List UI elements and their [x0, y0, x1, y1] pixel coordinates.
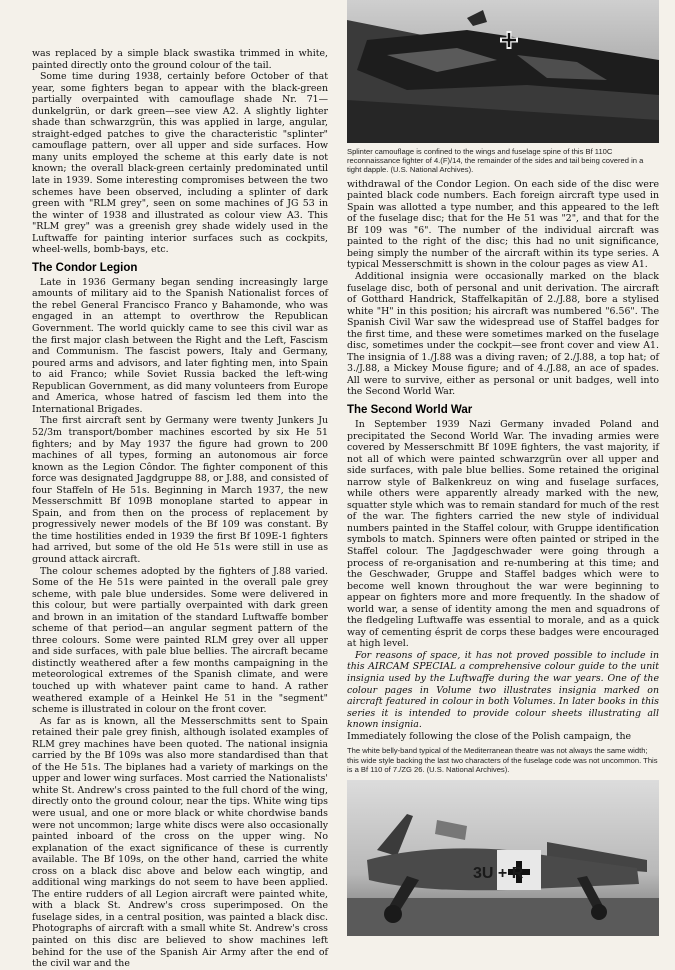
right-column: [347, 0, 659, 936]
italic-note: For reasons of space, it has not proved possible to include in this AIRCAM SPECIAL a comprehensive colour guide to the unit insignia used by the Luftwaffe during the war years. One of the colour pages in Volume two illustrates insignia marked on aircraft featured in colour in both Volumes. In later books in this series it is intended to provide colour sheets illustrating all known insignia.: [347, 649, 659, 731]
section-heading-condor-legion: The Condor Legion: [32, 261, 138, 274]
section-heading-second-world-war: The Second World War: [347, 404, 473, 416]
photo-bf110-belly-band: [347, 780, 659, 936]
aircraft-photo-2: [347, 780, 659, 936]
left-column: [32, 48, 328, 970]
paragraph: In September 1939 Nazi Germany invaded Poland and precipitated the Second World War. The invading armies were covered by Messerschmitt Bf 109E fighters, the vast majority, if not all of which were painted schwarzgrün over all upper and side surfaces, with pale blue bellies. Some retained the original narrow style of Balkenkreuz on wing and fuselage surfaces, while others were apparently already marked with the new, squatter style which was to remain standard for much of the rest of the war. The fighters carried the new style of individual numbers painted in the Staffel colour, with Gruppe identification symbols to match. Spinners were often painted or striped in the Staffel colour. The Jagdgeschwader were going through a process of re-organisation and re-numbering at this time; and the Geschwader, Gruppe and Staffel badges which were to become well known throughout the war were beginning to appear on fighters more and more frequently. In the shadow of world war, a sense of identity among the men and squadrons of the fledgeling Luftwaffe was essential to morale, and as a quick way of cementing ésprit de corps these badges were encouraged at high level.: [347, 419, 659, 650]
paragraph: was replaced by a simple black swastika trimmed in white, painted directly onto the ground colour of the tail.: [32, 48, 328, 71]
photo-caption: Splinter camouflage is confined to the wings and fuselage spine of this Bf 110C reconnaissance fighter of 4.(F)/14, the remainder of the sides and tail being covered in a tight dapple. (U.S. National Archives).: [347, 147, 644, 175]
paragraph: Late in 1936 Germany began sending increasingly large amounts of military aid to the Spanish Nationalist forces of the rebel General Francisco Franco y Bahamonde, who was engaged in an attempt to overthrow the Republican Government. The world quickly came to see this civil war as the first major clash between the Right and the Left, Fascism and Communism. The fascist powers, Italy and Germany, poured arms and advisors, and later fighting men, into Spain to aid Franco; while Soviet Russia backed the left-wing Republican Government, as did many volunteers from Europe and America, whose hatred of fascism led them into the International Brigades.: [32, 276, 328, 415]
paragraph: The first aircraft sent by Germany were twenty Junkers Ju 52/3m transport/bomber machines escorted by six He 51 fighters; and by May 1937 the figure had grown to 200 machines of all types, forming an autonomous air force known as the Legion Côndor. The fighter component of this force was designated Jagdgruppe 88, or J.88, and consisted of four Staffeln of He 51s. Beginning in March 1937, the new Messerschmitt Bf 109B monoplane started to appear in Spain, and from then on the process of replacement by progressively newer models of the Bf 109 was constant. By the time hostilities ended in 1939 the first Bf 109E-1 fighters had arrived, but some of the old He 51s were still in use as ground attack aircraft.: [32, 415, 328, 565]
paragraph: Additional insignia were occasionally marked on the black fuselage disc, both of personal and unit derivation. The aircraft of Gotthard Handrick, Staffelkapitän of 2./J.88, bore a stylised white "H" in this position; his aircraft was numbered "6.56". The Spanish Civil War saw the widespread use of Staffel badges for the first time, and these were sometimes marked on the fuselage disc, sometimes under the cockpit—see front cover and view A1. The insignia of 1./J.88 was a diving raven; of 2./J.88, a top hat; of 3./J.88, a Mickey Mouse figure; and of 4./J.88, an ace of spades. All were to survive, either as personal or unit badges, well into the Second World War.: [347, 270, 659, 398]
photo-caption: The white belly-band typical of the Mediterranean theatre was not always the same width; this wide style backing the last two characters of the fuselage code was not uncommon. This is a Bf 110 of 7./ZG 26. (U.S. National Archives).: [347, 746, 658, 774]
paragraph: As far as is known, all the Messerschmitts sent to Spain retained their pale grey finish, although isolated examples of RLM grey machines have been quoted. The national insignia carried by the Bf 109s was also more standardised than that of the He 51s. The biplanes had a variety of markings on the upper and lower wing surfaces. Most carried the Nationalists' white St. Andrew's cross painted to the full chord of the wing, directly onto the ground colour, near the tips. White wing tips were usual, and one or more black or white chordwise bands were not uncommon; large white discs were also occasionally painted inboard of the cross on the upper wing. No explanation of the exact significance of these is currently available. The Bf 109s, on the other hand, carried the white cross on a black disc above and below each wingtip, and additional wing markings do not seem to have been applied. The entire rudders of all Legion aircraft were painted white, with a black St. Andrew's cross superimposed. On the fuselage sides, in a central position, was painted a black disc. Photographs of aircraft with a small white St. Andrew's cross painted on this disc are believed to show machines left behind for the use of the Spanish Air Army after the end of the civil war and the: [32, 715, 328, 970]
aircraft-photo-1: [347, 0, 659, 143]
paragraph: Immediately following the close of the Polish campaign, the: [347, 730, 632, 742]
paragraph: Some time during 1938, certainly before October of that year, some fighters began to appear with the black-green partially overpainted with camouflage shade Nr. 71—dunkelgrün, or dark green—see view A2. A slightly lighter shade than schwarzgrün, this was applied in large, angular, straight-edged patches to give the characteristic "splinter" camouflage pattern, over all upper and side surfaces. How many units employed the scheme at this early date is not known; the overall black-green certainly predominated until late in 1939. Some interesting compromises between the two schemes have been observed, including a splinter of dark green with "RLM grey", seen on some machines of JG 53 in the winter of 1938 and illustrated as colour view A3. This "RLM grey" was a greenish grey shade widely used in the Luftwaffe for painting interior surfaces such as cockpits, wheel-wells, bomb-bays, etc.: [32, 71, 328, 256]
photo-bf110-splinter: [347, 0, 659, 143]
fuselage-code: 3U + R: [473, 864, 524, 882]
paragraph: The colour schemes adopted by the fighters of J.88 varied. Some of the He 51s were painted in the overall pale grey scheme, with pale blue undersides. Some were delivered in this colour, but were partially overpainted with dark green and brown in an imitation of the standard Luftwaffe bomber scheme of that period—an angular segment pattern of the three colours. Some were painted RLM grey over all upper and side surfaces, with pale blue bellies. The aircraft became distinctly weathered after a few months campaigning in the meteorological extremes of the Spanish climate, and were touched up with whatever paint came to hand. A rather weathered example of a Heinkel He 51 in the "segment" scheme is illustrated in colour on the front cover.: [32, 565, 328, 716]
paragraph: withdrawal of the Condor Legion. On each side of the disc were painted black code numbers. Each foreign aircraft type used in Spain was allotted a type number, and this appeared to the left of the fuselage disc; that for the He 51 was "2", and that for the Bf 109 was "6". The number of the individual aircraft was painted to the right of the disc; this had no unit significance, being simply the number of the aircraft within its type series. A typical Messerschmitt is shown in the colour pages as view A1.: [347, 178, 659, 271]
